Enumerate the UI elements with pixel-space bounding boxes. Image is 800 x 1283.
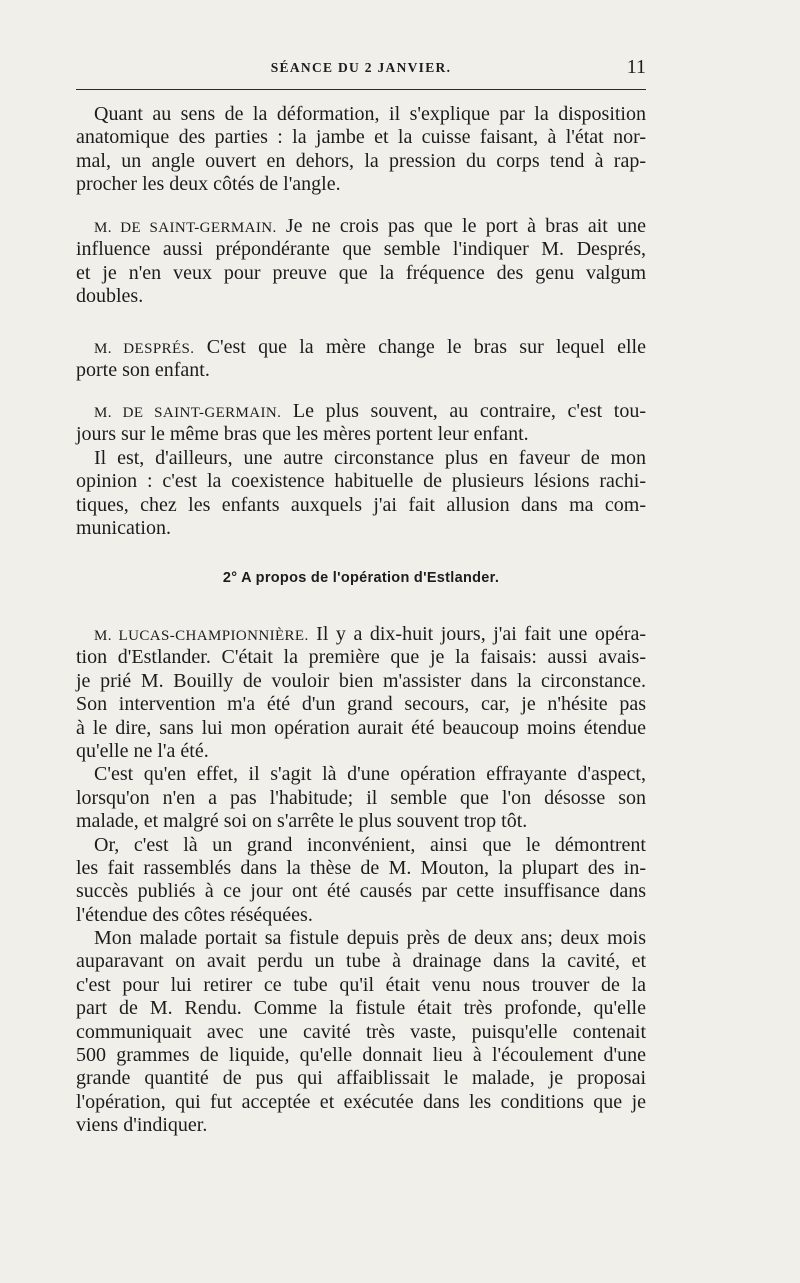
text-line: munication. [76,516,171,539]
paragraph-saint-germain-2 [76,400,646,540]
text-line: procher les deux côtés de l'angle. [76,173,341,196]
text-line: porte son enfant. [76,359,210,382]
speaker-name: M. LUCAS-CHAMPIONNIÈRE. [94,628,309,644]
paragraph-saint-germain-1 [76,215,646,309]
text-line: c'est pour lui retirer ce tube qu'il était venu nous trouver de la [76,973,646,996]
text-line: Il est, d'ailleurs, une autre circonstance plus en faveur de mon [94,446,646,469]
text-line: je prié M. Bouilly de vouloir bien m'assister dans la circonstance. [76,669,646,692]
text-line: influence aussi prépondérante que semble l'indiquer M. Després, [76,238,646,261]
text-line: l'étendue des côtes réséquées. [76,903,313,926]
text-line: les fait rassemblés dans la thèse de M. Mouton, la plupart des in- [76,856,646,879]
text-line: M. DE SAINT-GERMAIN. Je ne crois pas que le port à bras ait une [94,215,646,237]
text-line: Or, c'est là un grand inconvénient, ainsi que le démontrent [94,833,646,856]
text-line: opinion : c'est la coexistence habituelle de plusieurs lésions rachi- [76,470,646,493]
speaker-name: M. DESPRÉS. [94,341,195,357]
text-line: viens d'indiquer. [76,1114,208,1137]
running-header [76,52,646,82]
text-line: C'est qu'en effet, il s'agit là d'une opération effrayante d'aspect, [94,763,646,786]
text-line: malade, et malgré soi on s'arrête le plus souvent trop tôt. [76,810,528,833]
text-line: Son intervention m'a été d'un grand secours, car, je n'hésite pas [76,693,646,716]
text-line: communiquait avec une cavité très vaste, puisqu'elle contenait [76,1020,646,1043]
text-line: part de M. Rendu. Comme la fistule était très profonde, qu'elle [76,997,646,1020]
text-line: et je n'en veux pour preuve que la fréquence des genu valgum [76,261,646,284]
text-line: auparavant on avait perdu un tube à drainage dans la cavité, et [76,950,646,973]
text-line: qu'elle ne l'a été. [76,739,209,762]
speaker-name: M. DE SAINT-GERMAIN. [94,220,277,236]
running-title: SÉANCE DU 2 JANVIER. [270,60,452,75]
text-line: mal, un angle ouvert en dehors, la pression du corps tend à rap- [76,149,646,172]
text-line: Quant au sens de la déformation, il s'explique par la disposition [94,103,646,125]
text-line: anatomique des parties : la jambe et la cuisse faisant, à l'état nor- [76,126,646,149]
text-line: Mon malade portait sa fistule depuis près de deux ans; deux mois [94,927,646,950]
header-rule [76,89,646,90]
text-line: M. DESPRÉS. C'est que la mère change le bras sur lequel elle [94,336,646,358]
text-line: doubles. [76,285,144,308]
paragraph-deformation [76,103,646,197]
text-line: 500 grammes de liquide, qu'elle donnait lieu à l'écoulement d'une [76,1044,646,1067]
text-line: l'opération, qui fut acceptée et exécutée dans les conditions que je [76,1090,646,1113]
section-heading: 2° A propos de l'opération d'Estlander. [222,570,500,586]
text-line: succès publiés à ce jour ont été causés par cette insuffisance dans [76,880,646,903]
text-line: M. LUCAS-CHAMPIONNIÈRE. Il y a dix-huit jours, j'ai fait une opéra- [94,623,647,645]
text-line: lorsqu'on n'en a pas l'habitude; il semble que l'on désosse son [76,786,646,809]
text-line: tion d'Estlander. C'était la première que je la faisais: aussi avais- [76,646,646,669]
text-line: grande quantité de pus qui affaiblissait le malade, je proposai [76,1067,646,1090]
page-number: 11 [626,56,646,78]
paragraph-despres [76,336,646,383]
text-line: jours sur le même bras que les mères portent leur enfant. [76,423,529,446]
paragraph-lucas-championniere [76,623,646,1138]
text-line: tiques, chez les enfants auxquels j'ai fait allusion dans ma com- [76,493,646,516]
text-line: à le dire, sans lui mon opération aurait été beaucoup moins étendue [76,716,646,739]
speaker-name: M. DE SAINT-GERMAIN. [94,405,282,421]
text-line: M. DE SAINT-GERMAIN. Le plus souvent, au contraire, c'est tou- [94,400,646,422]
